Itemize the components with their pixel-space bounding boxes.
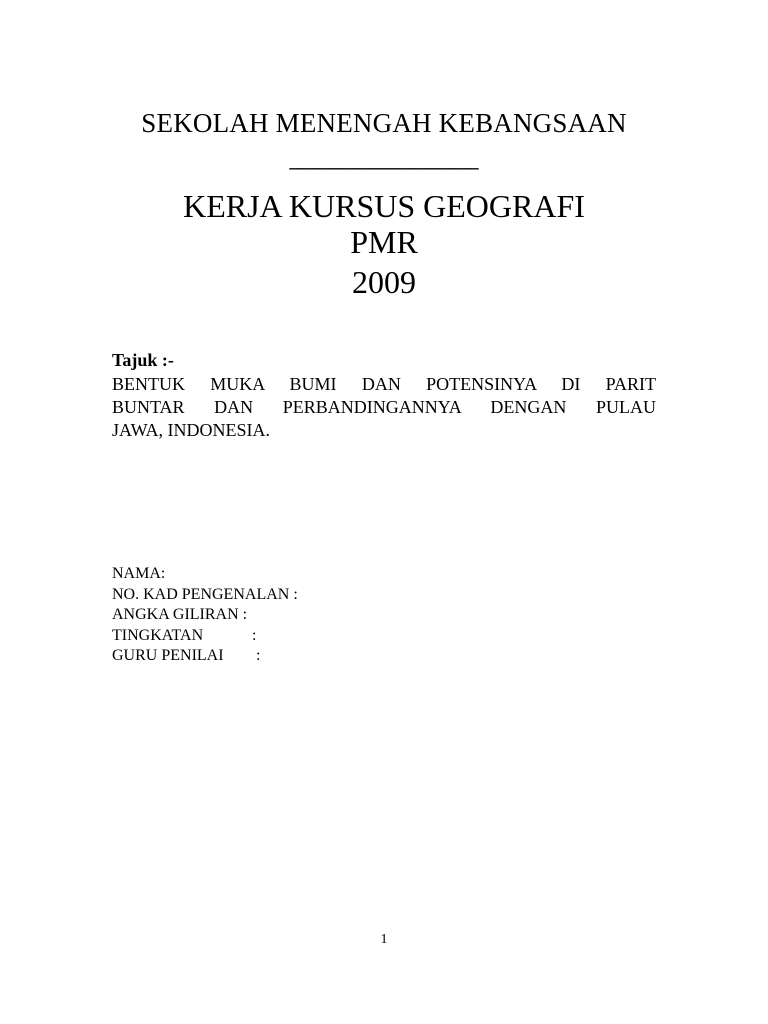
student-details [112,564,298,667]
detail-label: NAMA [112,565,161,582]
detail-row-guru-penilai [112,646,298,667]
detail-colon: : [293,585,298,603]
topic-label: Tajuk :- [112,350,174,370]
detail-row-nama [112,564,298,585]
detail-row-tingkatan [112,626,298,647]
detail-row-kad-pengenalan [112,585,298,606]
topic-line: BENTUK MUKA BUMI DAN POTENSINYA DI PARIT [112,374,656,394]
detail-colon: : [160,565,166,582]
detail-label: TINGKATAN [112,626,204,644]
topic-line: JAWA, INDONESIA. [112,420,271,440]
school-name: SEKOLAH MENENGAH KEBANGSAAN [141,108,627,138]
detail-label: ANGKA GILIRAN [112,606,239,623]
document-subtitle-exam: PMR [350,224,418,260]
school-name-blank: ______________ [289,142,479,172]
topic-text [112,373,656,442]
detail-label: GURU PENILAI [112,647,224,664]
detail-colon: : [252,626,257,644]
document-year: 2009 [352,264,416,300]
detail-row-angka-giliran [112,605,298,626]
topic-line: BUNTAR DAN PERBANDINGANNYA DENGAN PULAU [112,397,656,417]
page-number: 1 [380,932,388,947]
detail-colon: : [256,647,261,664]
detail-colon: : [242,606,248,623]
document-title: KERJA KURSUS GEOGRAFI [183,188,585,224]
detail-label: NO. KAD PENGENALAN [112,585,290,603]
